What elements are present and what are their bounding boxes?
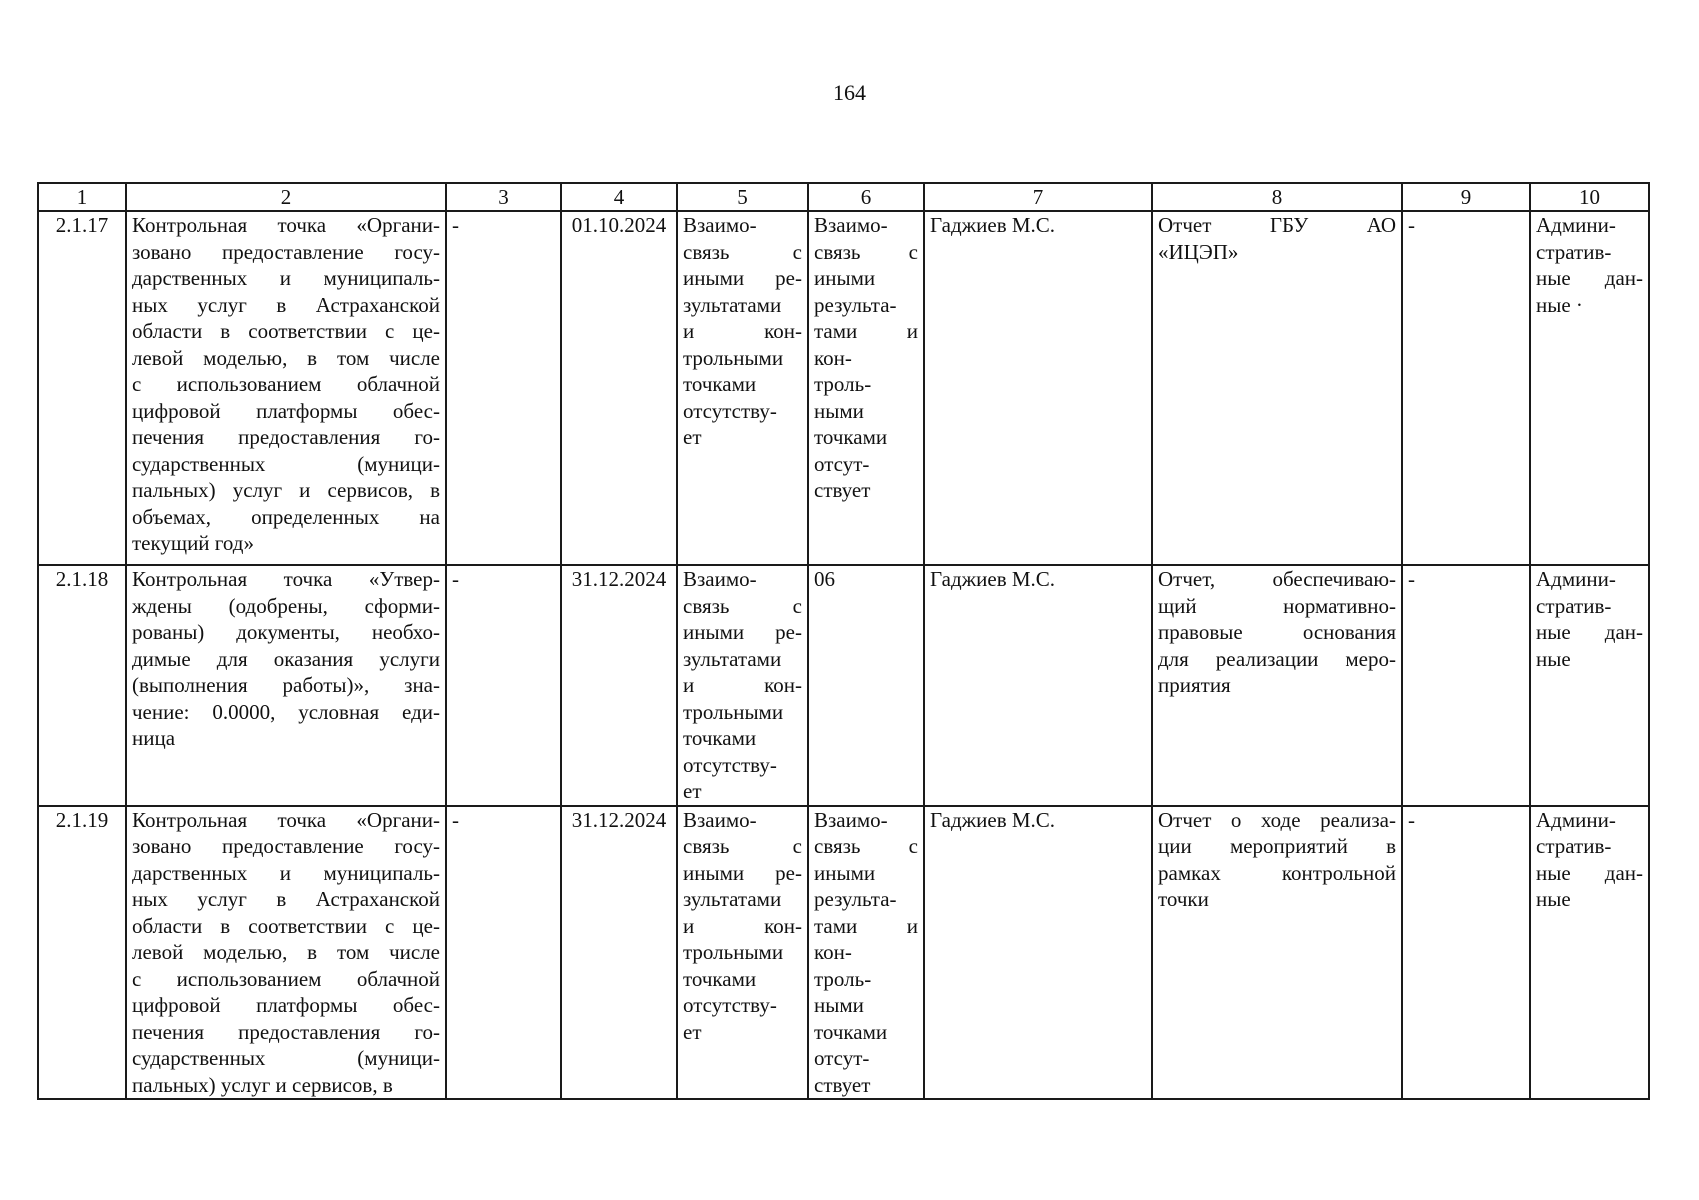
data-source-cell-line: ные	[1536, 646, 1571, 671]
column-6-cell-line: результа-	[814, 887, 897, 911]
description-cell-line: области в соответствии с це-	[132, 319, 440, 343]
data-source-cell	[1530, 565, 1649, 806]
column-6-cell-line: ными	[814, 398, 864, 423]
data-source-cell	[1530, 806, 1649, 1100]
relation-cell-line: трольными	[683, 345, 784, 370]
report-type-cell-line: для реализации меро-	[1158, 646, 1396, 671]
column-header-6: 6	[808, 183, 924, 211]
data-source-cell-line: ные дан-	[1536, 860, 1643, 885]
column-9-cell: -	[1402, 565, 1530, 806]
data-source-cell-line: стратив-	[1536, 834, 1612, 858]
relation-cell-line: трольными	[683, 699, 784, 724]
description-cell	[126, 211, 446, 565]
deadline-date-cell: 31.12.2024	[561, 806, 677, 1100]
report-type-cell-line: Отчет о ходе реализа-	[1158, 807, 1396, 832]
description-cell-line: ница	[132, 726, 176, 750]
report-type-cell-line: «ИЦЭП»	[1158, 239, 1239, 264]
relation-cell	[677, 806, 808, 1100]
column-6-cell-line: ствует	[814, 1072, 871, 1097]
relation-cell-line: связь с	[683, 239, 802, 264]
relation-cell-line: точками	[683, 372, 757, 396]
column-6-cell-line: кон-	[814, 940, 852, 964]
relation-cell-line: ет	[683, 425, 702, 449]
description-cell-line: пальных) услуг и сервисов, в	[132, 478, 440, 502]
column-header-8: 8	[1152, 183, 1402, 211]
data-source-cell-line: Админи-	[1536, 807, 1616, 832]
description-cell-line: цифровой платформы обес-	[132, 398, 440, 423]
row-number-cell: 2.1.19	[38, 806, 126, 1100]
report-type-cell-line: Отчет ГБУ АО	[1158, 213, 1396, 237]
relation-cell-line: иными ре-	[683, 266, 802, 290]
description-cell	[126, 806, 446, 1100]
column-header-1: 1	[38, 183, 126, 211]
relation-cell-line: отсутству-	[683, 398, 777, 423]
data-source-cell-line: Админи-	[1536, 213, 1616, 237]
description-cell-line: с использованием облачной	[132, 372, 440, 396]
column-6-cell-line: точками	[814, 425, 888, 449]
relation-cell	[677, 211, 808, 565]
relation-cell-line: зультатами	[683, 887, 782, 911]
column-header-9: 9	[1402, 183, 1530, 211]
report-type-cell	[1152, 211, 1402, 565]
header-row	[38, 183, 1649, 211]
description-cell-line: левой моделью, в том числе	[132, 940, 440, 964]
relation-cell-line: иными ре-	[683, 620, 802, 644]
column-6-cell-line: ными	[814, 993, 864, 1017]
row-number-cell: 2.1.17	[38, 211, 126, 565]
description-cell-line: Контрольная точка «Органи-	[132, 807, 440, 832]
description-cell-line: димые для оказания услуги	[132, 646, 440, 671]
description-cell-line: Контрольная точка «Утвер-	[132, 567, 440, 591]
column-header-3: 3	[446, 183, 561, 211]
description-cell-line: ждены (одобрены, сформи-	[132, 593, 440, 618]
column-6-cell-line: кон-	[814, 345, 852, 370]
data-source-cell-line: ные ·	[1536, 292, 1583, 317]
column-6-cell-line: ствует	[814, 478, 871, 502]
description-cell-line: зовано предоставление госу-	[132, 834, 440, 858]
column-6-cell-line: связь с	[814, 834, 918, 858]
relation-cell-line: Взаимо-	[683, 213, 757, 237]
description-cell-line: ных услуг в Астраханской	[132, 292, 440, 317]
description-cell-line: цифровой платформы обес-	[132, 993, 440, 1017]
relation-cell-line: ет	[683, 779, 702, 803]
column-3-cell: -	[446, 806, 561, 1100]
report-type-cell-line: точки	[1158, 887, 1209, 911]
relation-cell-line: отсутству-	[683, 752, 777, 777]
description-cell-line: чение: 0.0000, условная еди-	[132, 699, 440, 724]
description-cell-line: (выполнения работы)», зна-	[132, 673, 440, 697]
column-6-cell-line: тами и	[814, 913, 918, 938]
column-6-cell-line: тами и	[814, 319, 918, 343]
column-6-cell-line: Взаимо-	[814, 807, 888, 832]
data-source-cell-line: стратив-	[1536, 593, 1612, 618]
responsible-person-cell: Гаджиев М.С.	[924, 565, 1152, 806]
report-type-cell-line: Отчет, обеспечиваю-	[1158, 567, 1396, 591]
column-6-cell	[808, 211, 924, 565]
column-6-cell-line: результа-	[814, 292, 897, 317]
description-cell-line: дарственных и муниципаль-	[132, 266, 440, 290]
data-source-cell-line: ные	[1536, 887, 1571, 911]
description-cell-line: печения предоставления го-	[132, 1019, 440, 1044]
data-source-cell-line: ные дан-	[1536, 266, 1643, 290]
description-cell	[126, 565, 446, 806]
row-number-cell: 2.1.18	[38, 565, 126, 806]
column-6-cell-line: Взаимо-	[814, 213, 888, 237]
description-cell-line: Контрольная точка «Органи-	[132, 213, 440, 237]
relation-cell-line: трольными	[683, 940, 784, 964]
column-6-cell-line: отсут-	[814, 1046, 870, 1070]
column-header-10: 10	[1530, 183, 1649, 211]
report-type-cell	[1152, 565, 1402, 806]
column-6-cell-line: троль-	[814, 966, 872, 991]
relation-cell-line: отсутству-	[683, 993, 777, 1017]
report-type-cell-line: приятия	[1158, 673, 1231, 697]
column-header-4: 4	[561, 183, 677, 211]
data-source-cell-line: Админи-	[1536, 567, 1616, 591]
description-cell-line: с использованием облачной	[132, 966, 440, 991]
description-cell-line: левой моделью, в том числе	[132, 345, 440, 370]
report-type-cell-line: правовые основания	[1158, 620, 1396, 644]
column-header-5: 5	[677, 183, 808, 211]
report-type-cell-line: щий нормативно-	[1158, 593, 1396, 618]
relation-cell-line: зультатами	[683, 646, 782, 671]
relation-cell-line: точками	[683, 966, 757, 991]
column-6-cell-line: троль-	[814, 372, 872, 396]
column-3-cell: -	[446, 211, 561, 565]
column-6-cell-line: иными	[814, 860, 876, 885]
relation-cell-line: зультатами	[683, 292, 782, 317]
description-cell-line: дарственных и муниципаль-	[132, 860, 440, 885]
relation-cell-line: связь с	[683, 593, 802, 618]
description-cell-line: ных услуг в Астраханской	[132, 887, 440, 911]
responsible-person-cell: Гаджиев М.С.	[924, 211, 1152, 565]
data-source-cell	[1530, 211, 1649, 565]
description-cell-line: сударственных (муници-	[132, 1046, 440, 1070]
relation-cell-line: Взаимо-	[683, 807, 757, 832]
description-cell-line: текущий год»	[132, 531, 254, 555]
column-6-cell	[808, 565, 924, 806]
deadline-date-cell: 01.10.2024	[561, 211, 677, 565]
description-cell-line: области в соответствии с це-	[132, 913, 440, 938]
column-header-2: 2	[126, 183, 446, 211]
table-body	[38, 211, 1649, 1099]
column-6-cell-line: точками	[814, 1019, 888, 1044]
column-6-cell-line: иными	[814, 266, 876, 290]
report-type-cell-line: ции мероприятий в	[1158, 834, 1396, 858]
table-row	[38, 565, 1649, 806]
column-header-7: 7	[924, 183, 1152, 211]
relation-cell-line: и кон-	[683, 673, 802, 697]
deadline-date-cell: 31.12.2024	[561, 565, 677, 806]
relation-cell-line: ет	[683, 1019, 702, 1044]
relation-cell-line: связь с	[683, 834, 802, 858]
plan-table	[37, 182, 1650, 1100]
description-cell-line: пальных) услуг и сервисов, в	[132, 1072, 393, 1097]
column-6-cell-line: связь с	[814, 239, 918, 264]
description-cell-line: сударственных (муници-	[132, 451, 440, 476]
responsible-person-cell: Гаджиев М.С.	[924, 806, 1152, 1100]
relation-cell-line: иными ре-	[683, 860, 802, 885]
column-6-cell-line: 06	[814, 567, 835, 591]
data-source-cell-line: ные дан-	[1536, 620, 1643, 644]
relation-cell-line: точками	[683, 726, 757, 750]
page-number: 164	[833, 80, 866, 105]
data-source-cell-line: стратив-	[1536, 239, 1612, 264]
column-6-cell-line: отсут-	[814, 451, 870, 476]
column-9-cell: -	[1402, 211, 1530, 565]
description-cell-line: зовано предоставление госу-	[132, 239, 440, 264]
column-6-cell	[808, 806, 924, 1100]
report-type-cell-line: рамках контрольной	[1158, 860, 1396, 885]
relation-cell-line: и кон-	[683, 913, 802, 938]
description-cell-line: рованы) документы, необхо-	[132, 620, 440, 644]
relation-cell-line: и кон-	[683, 319, 802, 343]
table-row	[38, 806, 1649, 1100]
description-cell-line: объемах, определенных на	[132, 504, 440, 529]
description-cell-line: печения предоставления го-	[132, 425, 440, 449]
column-9-cell: -	[1402, 806, 1530, 1100]
column-3-cell: -	[446, 565, 561, 806]
table-row	[38, 211, 1649, 565]
relation-cell-line: Взаимо-	[683, 567, 757, 591]
relation-cell	[677, 565, 808, 806]
report-type-cell	[1152, 806, 1402, 1100]
